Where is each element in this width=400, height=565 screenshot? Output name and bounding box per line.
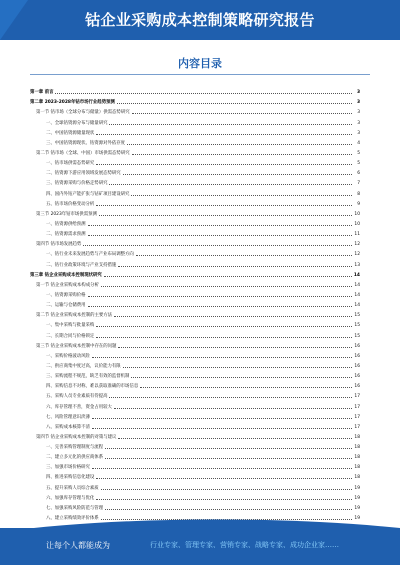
toc-entry[interactable] <box>30 431 360 441</box>
toc-entry-label: 二、钴行业政策环境与产业支持措施 <box>46 262 117 268</box>
toc-entry-label: 四、采购信息不对称，难以获取准确的市场信息 <box>46 384 139 390</box>
toc-leader-dots <box>105 457 352 459</box>
toc-entry-page: 15 <box>354 323 360 329</box>
toc-entry[interactable] <box>30 380 360 390</box>
toc-entry[interactable] <box>30 116 360 126</box>
toc-entry[interactable] <box>30 451 360 461</box>
toc-entry-page: 19 <box>354 505 360 511</box>
toc-entry-page: 18 <box>354 455 360 461</box>
toc-entry-label: 一、钴资源供给预测 <box>46 221 86 227</box>
toc-entry-label: 四、推进采购信息化建设 <box>46 475 95 481</box>
toc-entry[interactable] <box>30 279 360 289</box>
toc-entry-label: 第三节 钴企业采购成本控制中存在的问题 <box>36 343 117 349</box>
toc-leader-dots <box>132 112 352 114</box>
toc-entry[interactable] <box>30 329 360 339</box>
toc-leader-dots <box>131 376 352 378</box>
toc-entry-page: 3 <box>357 110 360 116</box>
toc-leader-dots <box>92 427 352 429</box>
toc-entry-page: 11 <box>354 232 360 238</box>
toc-entry-page: 17 <box>354 394 360 400</box>
toc-entry[interactable] <box>30 289 360 299</box>
toc-entry[interactable] <box>30 350 360 360</box>
toc-entry-page: 18 <box>354 475 360 481</box>
toc-entry[interactable] <box>30 208 360 218</box>
toc-entry-label: 三、加强市场价格研究 <box>46 465 90 471</box>
toc-leader-dots <box>88 224 352 226</box>
toc-leader-dots <box>114 315 352 317</box>
toc-entry-page: 14 <box>354 282 360 288</box>
toc-leader-dots <box>109 123 352 125</box>
toc-entry-page: 16 <box>354 343 360 349</box>
toc-entry-page: 5 <box>357 161 360 167</box>
toc-leader-dots <box>123 366 352 368</box>
toc-entry[interactable] <box>30 421 360 431</box>
toc-entry[interactable] <box>30 248 360 258</box>
toc-leader-dots <box>96 498 352 500</box>
toc-entry[interactable] <box>30 218 360 228</box>
toc-leader-dots <box>109 183 352 185</box>
toc-entry-page: 12 <box>354 252 360 258</box>
toc-entry[interactable] <box>30 481 360 491</box>
toc-leader-dots <box>92 356 352 358</box>
toc-entry-label: 第二节 钴市场（全球、中国）市场供需态势研究 <box>36 150 130 156</box>
toc-entry-page: 5 <box>357 150 360 156</box>
toc-entry-page: 8 <box>357 191 360 197</box>
toc-entry-label: 第二节 钴企业采购成本控制的主要方法 <box>36 313 113 319</box>
toc-entry-label: 第四节 钴市场发展趋势 <box>36 242 82 248</box>
toc-entry-label: 第三节 2023年钴市场供需预测 <box>36 211 97 217</box>
toc-entry-page: 10 <box>354 211 360 217</box>
toc-entry-page: 16 <box>354 374 360 380</box>
toc-leader-dots <box>96 163 352 165</box>
toc-leader-dots <box>96 204 352 206</box>
toc-entry-page: 16 <box>354 363 360 369</box>
toc-leader-dots <box>140 386 352 388</box>
toc-entry-label: 六、库存管理不善，资金占用较大 <box>46 404 112 410</box>
toc-entry[interactable] <box>30 238 360 248</box>
toc-leader-dots <box>105 447 352 449</box>
toc-entry[interactable] <box>30 471 360 481</box>
toc-leader-dots <box>136 254 352 256</box>
toc-entry-page: 18 <box>354 445 360 451</box>
toc-entry-label: 五、提升采购人员综合素质 <box>46 485 99 491</box>
toc-entry-page: 19 <box>354 495 360 501</box>
toc-leader-dots <box>88 305 352 307</box>
toc-entry-label: 二、长期合同与价格锁定 <box>46 333 95 339</box>
toc-entry-label: 一、钴行业未来发展趋势与产业布局调整方向 <box>46 252 134 258</box>
toc-leader-dots <box>55 92 352 94</box>
toc-leader-dots <box>96 336 352 338</box>
footer-slogan: 让每个人都能成为 <box>46 541 110 550</box>
toc-entry-label: 三、钴资源采购与价格走势研究 <box>46 181 108 187</box>
toc-entry-page: 18 <box>354 465 360 471</box>
toc-entry-page: 14 <box>354 292 360 298</box>
toc-entry[interactable] <box>30 502 360 512</box>
toc-leader-dots <box>114 407 352 409</box>
toc-entry-page: 19 <box>354 485 360 491</box>
toc-leader-dots <box>105 508 352 510</box>
toc-entry-label: 第四节 钴企业采购成本控制的对策与建议 <box>36 434 117 440</box>
toc-entry-label: 一、全球钴资源分布与储量研究 <box>46 120 108 126</box>
toc-entry[interactable] <box>30 198 360 208</box>
toc-entry-label: 六、加强库存管理与优化 <box>46 495 95 501</box>
toc-leader-dots <box>118 437 352 439</box>
toc-entry-label: 二、供应商集中度过高，议价能力有限 <box>46 363 121 369</box>
toc-entry-page: 13 <box>354 262 360 268</box>
toc-leader-dots <box>109 396 352 398</box>
toc-entry-label: 八、采购成本核算不清 <box>46 424 90 430</box>
toc-entry-page: 3 <box>356 90 360 96</box>
report-footer <box>0 528 400 565</box>
toc-entry-label: 三、采购流程不规范，缺乏有效的监督机制 <box>46 374 130 380</box>
toc-leader-dots <box>83 244 352 246</box>
toc-entry[interactable] <box>30 370 360 380</box>
toc-entry-label: 第二章 2023-2028年钴市场行业趋势预测 <box>30 100 115 106</box>
toc-leader-dots <box>96 325 352 327</box>
toc-leader-dots <box>96 133 352 135</box>
toc-entry-label: 七、加强采购风险防范与管理 <box>46 505 104 511</box>
toc-entry-page: 19 <box>354 516 360 522</box>
toc-leader-dots <box>123 173 352 175</box>
toc-entry[interactable] <box>30 390 360 400</box>
toc-entry[interactable] <box>30 167 360 177</box>
toc-entry-label: 三、中国钴资源现状、钴资源对外依存度 <box>46 140 126 146</box>
toc-entry-page: 17 <box>354 404 360 410</box>
toc-leader-dots <box>88 295 352 297</box>
toc-entry-label: 五、采购人员专业素质有待提高 <box>46 394 108 400</box>
toc-leader-dots <box>118 265 352 267</box>
toc-entry-page: 16 <box>354 353 360 359</box>
toc-entry-label: 一、钴市场供需态势研究 <box>46 161 95 167</box>
toc-entry[interactable] <box>30 96 360 106</box>
toc-entry[interactable] <box>30 340 360 350</box>
toc-heading: 内容目录 <box>178 57 222 70</box>
toc-entry[interactable] <box>30 258 360 268</box>
toc-leader-dots <box>92 467 352 469</box>
toc-entry-page: 10 <box>354 221 360 227</box>
toc-entry[interactable] <box>30 441 360 451</box>
toc-entry-page: 6 <box>357 171 360 177</box>
toc-entry[interactable] <box>30 269 360 279</box>
toc-leader-dots <box>88 234 352 236</box>
toc-entry-page: 17 <box>354 424 360 430</box>
toc-entry-label: 一、集中采购与批量采购 <box>46 323 95 329</box>
toc-entry-label: 四、国内外钴产能扩张与钴矿项目建设研究 <box>46 191 130 197</box>
toc-entry[interactable] <box>30 228 360 238</box>
toc-entry-page: 18 <box>354 434 360 440</box>
toc-entry-page: 15 <box>354 333 360 339</box>
toc-entry-label: 五、钴市场价格变动分析 <box>46 201 95 207</box>
toc-entry-page: 3 <box>357 120 360 126</box>
toc-entry-label: 第一节 钴市场（全球分布与储量）供需态势研究 <box>36 110 130 116</box>
toc-entry-label: 第三章 钴企业采购成本控制现状研究 <box>30 272 102 278</box>
toc-entry[interactable] <box>30 147 360 157</box>
toc-entry[interactable] <box>30 106 360 116</box>
table-of-contents <box>30 86 360 522</box>
toc-entry[interactable] <box>30 86 360 96</box>
toc-entry[interactable] <box>30 461 360 471</box>
toc-entry[interactable] <box>30 319 360 329</box>
toc-entry-label: 二、运输与仓储费用 <box>46 303 86 309</box>
toc-entry-label: 第一节 钴企业采购成本构成分析 <box>36 282 99 288</box>
toc-leader-dots <box>117 102 352 104</box>
toc-entry-page: 14 <box>354 303 360 309</box>
toc-leader-dots <box>101 488 352 490</box>
toc-entry[interactable] <box>30 137 360 147</box>
toc-entry-label: 一、钴资源采购价格 <box>46 292 86 298</box>
toc-entry-label: 二、钴资源需求预测 <box>46 232 86 238</box>
report-header <box>0 0 400 40</box>
toc-leader-dots <box>132 153 352 155</box>
toc-entry-page: 3 <box>357 130 360 136</box>
toc-entry-page: 9 <box>357 201 360 207</box>
toc-entry-label: 二、建立多元化的供应商体系 <box>46 455 104 461</box>
toc-leader-dots <box>96 477 352 479</box>
toc-entry-page: 12 <box>354 242 360 248</box>
toc-entry-page: 16 <box>354 384 360 390</box>
toc-entry[interactable] <box>30 177 360 187</box>
toc-entry-page: 14 <box>353 272 360 278</box>
toc-entry[interactable] <box>30 187 360 197</box>
toc-entry-label: 二、钴资源下游应用领域发展态势研究 <box>46 171 121 177</box>
toc-entry-label: 第一章 前言 <box>30 90 54 96</box>
toc-entry[interactable] <box>30 309 360 319</box>
toc-entry-page: 15 <box>354 313 360 319</box>
toc-entry-label: 二、中国钴资源储量现状 <box>46 130 95 136</box>
toc-entry[interactable] <box>30 411 360 421</box>
toc-entry[interactable] <box>30 299 360 309</box>
toc-divider <box>30 74 370 75</box>
toc-leader-dots <box>127 143 352 145</box>
toc-entry-page: 7 <box>357 181 360 187</box>
toc-entry-page: 3 <box>356 100 360 106</box>
toc-entry-page: 4 <box>357 140 360 146</box>
toc-leader-dots <box>131 194 352 196</box>
toc-entry-label: 八、建立采购绩效评价体系 <box>46 516 99 522</box>
toc-entry[interactable] <box>30 492 360 502</box>
toc-leader-dots <box>104 275 352 277</box>
toc-entry-label: 一、完善采购管理制度与流程 <box>46 445 104 451</box>
toc-entry[interactable] <box>30 400 360 410</box>
toc-entry[interactable] <box>30 157 360 167</box>
toc-leader-dots <box>101 285 352 287</box>
toc-leader-dots <box>92 417 352 419</box>
toc-entry[interactable] <box>30 127 360 137</box>
toc-entry-label: 一、采购价格波动风险 <box>46 353 90 359</box>
toc-leader-dots <box>99 214 352 216</box>
toc-leader-dots <box>118 346 352 348</box>
footer-tagline: 行业专家、管理专家、营销专家、战略专家、成功企业家…… <box>150 541 339 549</box>
toc-entry-page: 17 <box>354 414 360 420</box>
toc-entry[interactable] <box>30 360 360 370</box>
report-title: 钴企业采购成本控制策略研究报告 <box>85 11 315 29</box>
toc-entry-label: 七、风险管理意识淡薄 <box>46 414 90 420</box>
